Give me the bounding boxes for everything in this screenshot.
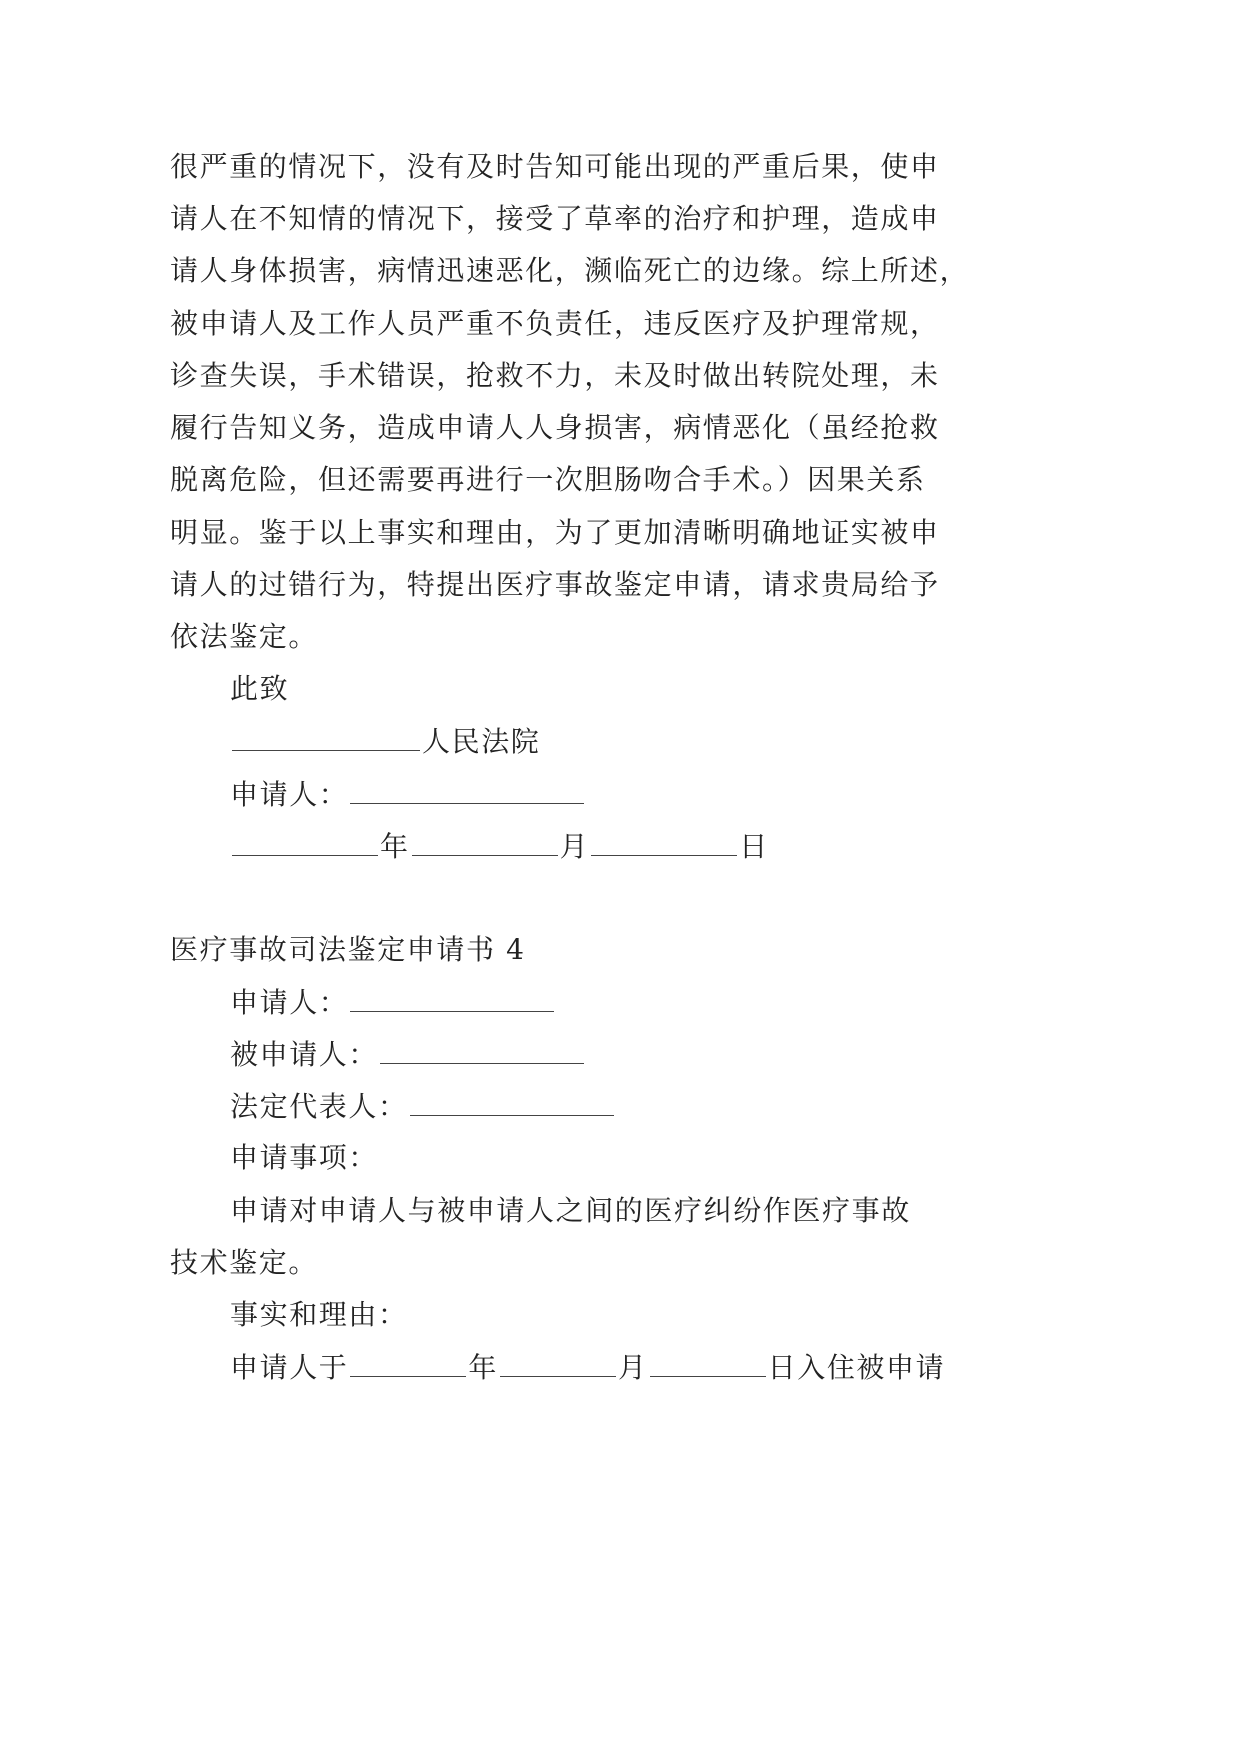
year-label: 年	[380, 830, 410, 863]
court-blank	[232, 724, 420, 751]
salutation: 此致	[230, 672, 290, 705]
applicant-label: 申请人：	[230, 986, 349, 1019]
facts-suffix: 日入住被申请	[767, 1351, 946, 1384]
applicant-label: 申请人：	[230, 778, 349, 811]
court-line	[230, 724, 540, 759]
date-line	[230, 829, 769, 864]
body-line: 请人的过错行为，特提出医疗事故鉴定申请，请求贵局给予	[170, 568, 940, 601]
legal-rep-label: 法定代表人：	[230, 1090, 408, 1123]
respondent-blank	[380, 1037, 584, 1064]
body-line: 明显。鉴于以上事实和理由，为了更加清晰明确地证实被申	[170, 516, 940, 549]
facts-line	[230, 1350, 945, 1385]
body-line: 很严重的情况下，没有及时告知可能出现的严重后果，使申	[170, 150, 940, 183]
body-line: 被申请人及工作人员严重不负责任，违反医疗及护理常规，	[170, 307, 940, 340]
section-title: 医疗事故司法鉴定申请书 4	[170, 933, 526, 966]
facts-label: 事实和理由：	[230, 1298, 408, 1331]
legal-rep-blank	[410, 1089, 614, 1116]
applicant-line	[230, 985, 556, 1020]
year-blank	[232, 829, 378, 856]
applicant-blank	[350, 985, 554, 1012]
month-label: 月	[618, 1351, 648, 1384]
facts-prefix: 申请人于	[230, 1351, 349, 1384]
body-line: 脱离危险，但还需要再进行一次胆肠吻合手术。）因果关系	[170, 463, 926, 496]
body-line: 请人在不知情的情况下，接受了草率的治疗和护理，造成申	[170, 202, 940, 235]
body-line: 请人身体损害，病情迅速恶化，濒临死亡的边缘。综上所述，	[170, 254, 970, 287]
day-blank	[591, 829, 737, 856]
respondent-line	[230, 1037, 586, 1072]
matters-line: 技术鉴定。	[170, 1246, 319, 1279]
applicant-sign-line	[230, 777, 586, 812]
body-line: 依法鉴定。	[170, 620, 319, 653]
matters-label: 申请事项：	[230, 1141, 379, 1174]
applicant-blank	[350, 777, 584, 804]
day-label: 日	[739, 830, 769, 863]
year-blank	[350, 1350, 466, 1377]
month-blank	[500, 1350, 616, 1377]
court-suffix: 人民法院	[422, 725, 541, 758]
month-blank	[412, 829, 558, 856]
year-label: 年	[468, 1351, 499, 1384]
month-label: 月	[559, 830, 590, 863]
day-blank	[650, 1350, 766, 1377]
respondent-label: 被申请人：	[230, 1038, 379, 1071]
legal-rep-line	[230, 1089, 616, 1124]
matters-line: 申请对申请人与被申请人之间的医疗纠纷作医疗事故	[230, 1194, 911, 1227]
body-line: 履行告知义务，造成申请人人身损害，病情恶化（虽经抢救	[170, 411, 940, 444]
body-line: 诊查失误，手术错误，抢救不力，未及时做出转院处理，未	[170, 359, 940, 392]
